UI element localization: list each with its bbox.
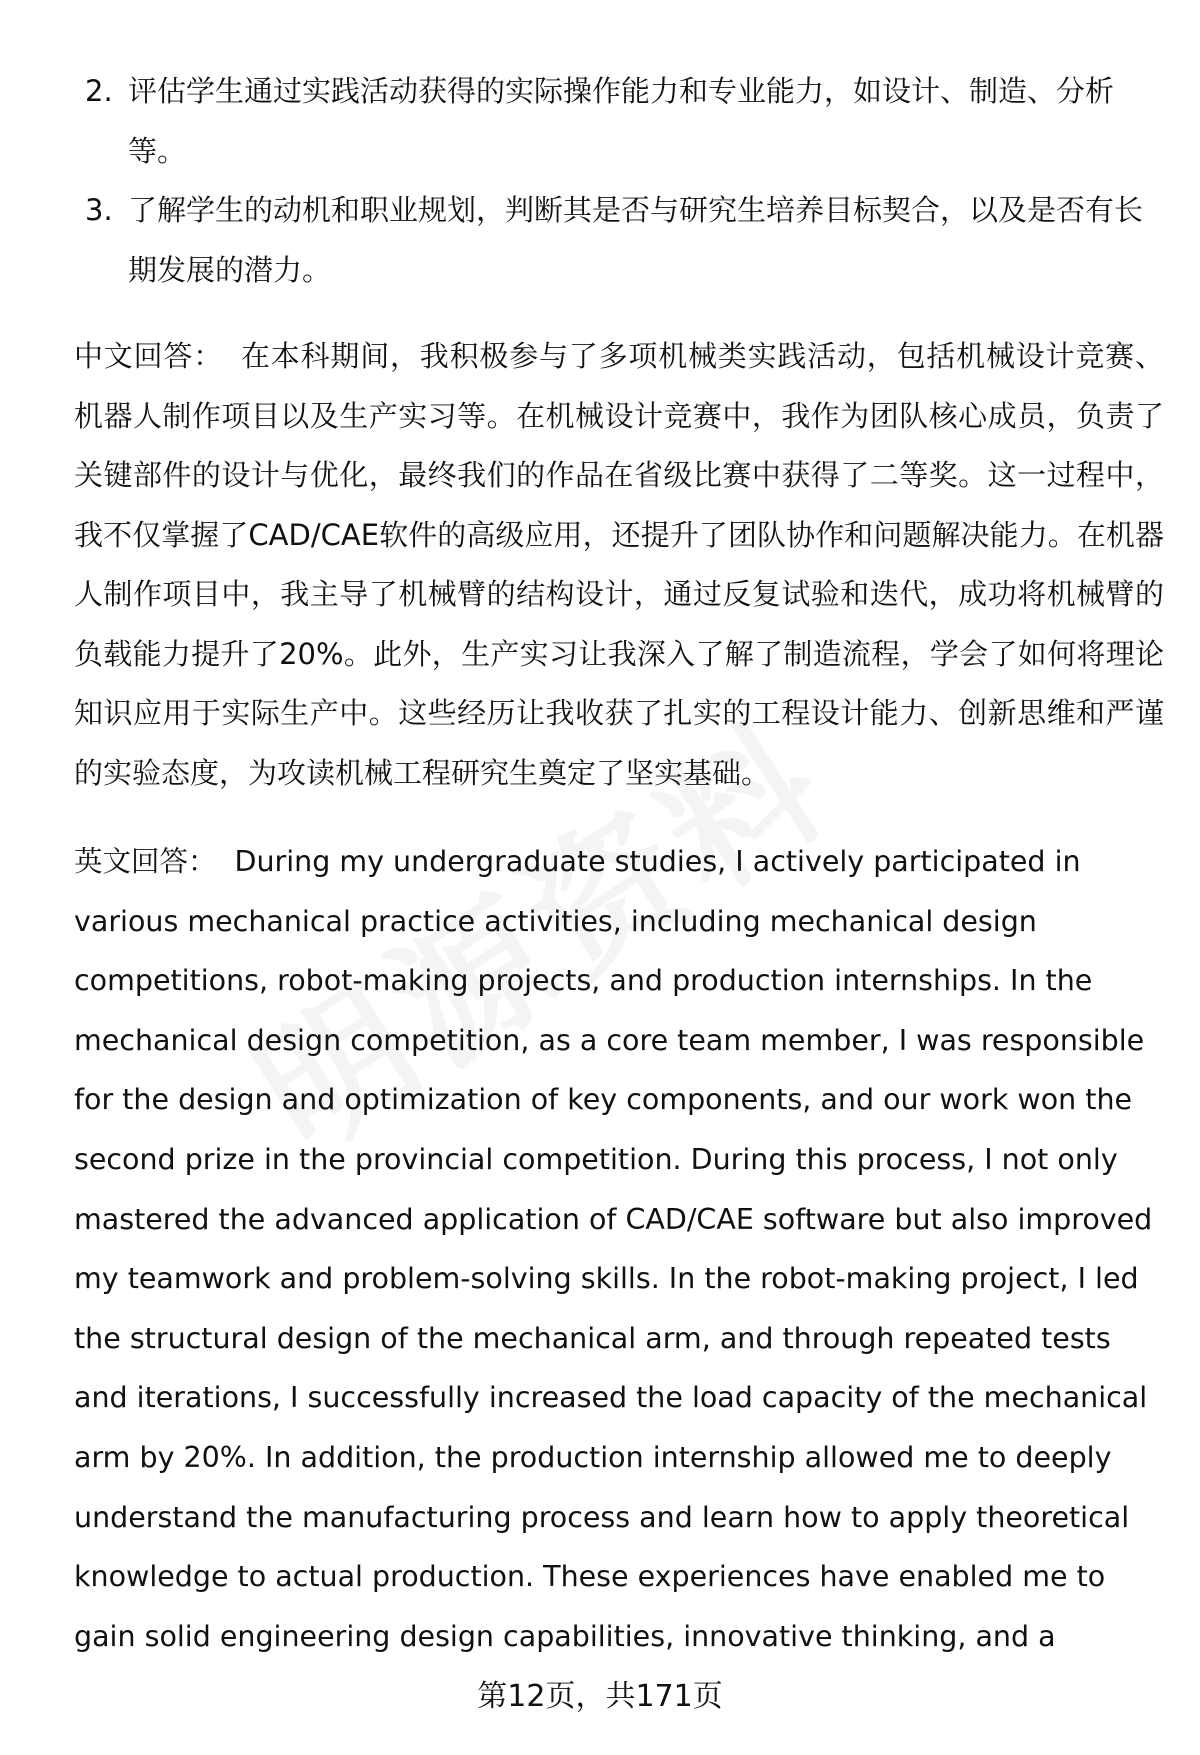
list-item-text: 了解学生的动机和职业规划，判断其是否与研究生培养目标契合，以及是否有长期发展的潜力。: [128, 193, 1144, 287]
list-item-number: 2.: [85, 74, 113, 108]
english-answer-paragraph: [74, 832, 1164, 1666]
list-item-number: 3.: [85, 193, 113, 227]
evaluation-list: [85, 62, 1160, 300]
english-answer-text: During my undergraduate studies, I actively participated in various mechanical practice activities, including mechanical design competitions, robot-making projects, and production internships. In the mechanical design competition, as a core team member, I was responsible for the design and optimization of key components, and our work won the second prize in the provincial competition. During this process, I not only mastered the advanced application of CAD/CAE software but also improved my teamwork and problem-solving skills. In the robot-making project, I led the structural design of the mechanical arm, and through repeated tests and iterations, I successfully increased the load capacity of the mechanical arm by 20%. In addition, the production internship allowed me to deeply understand the manufacturing process and learn how to apply theoretical knowledge to actual production. These experiences have enabled me to gain solid engineering design capabilities, innovative thinking, and a: [74, 845, 1153, 1653]
list-item-text: 评估学生通过实践活动获得的实际操作能力和专业能力，如设计、制造、分析等。: [128, 74, 1115, 168]
chinese-answer-text: 在本科期间，我积极参与了多项机械类实践活动，包括机械设计竞赛、机器人制作项目以及生产实习等。在机械设计竞赛中，我作为团队核心成员，负责了关键部件的设计与优化，最终我们的作品在省级比赛中获得了二等奖。这一过程中，我不仅掌握了CAD/CAE软件的高级应用，还提升了团队协作和问题解决能力。在机器人制作项目中，我主导了机械臂的结构设计，通过反复试验和迭代，成功将机械臂的负载能力提升了20%。此外，生产实习让我深入了解了制造流程，学会了如何将理论知识应用于实际生产中。这些经历让我收获了扎实的工程设计能力、创新思维和严谨的实验态度，为攻读机械工程研究生奠定了坚实基础。: [74, 339, 1164, 790]
english-answer-label: 英文回答：: [74, 845, 217, 878]
list-item: [85, 181, 1160, 300]
chinese-answer-label: 中文回答：: [74, 339, 223, 373]
page-number-footer: 第12页，共171页: [477, 1679, 723, 1714]
chinese-answer-paragraph: [74, 327, 1164, 803]
list-item: [85, 62, 1160, 181]
